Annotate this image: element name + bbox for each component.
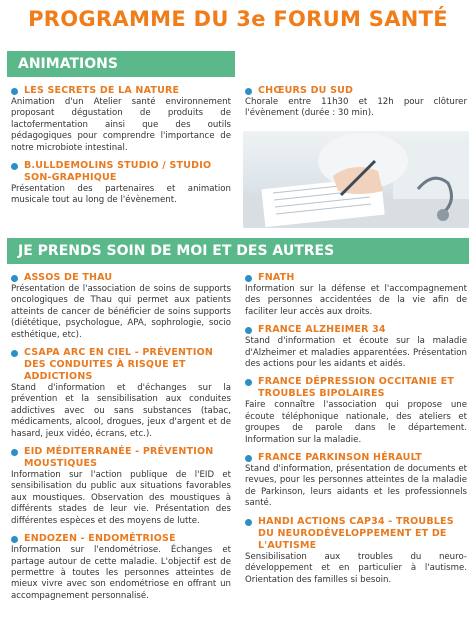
entry: [11, 272, 231, 341]
bullet-icon: [11, 275, 18, 282]
entry-text: Stand d'information et écoute sur la maladie d'Alzheimer et maladies apparentées. Présentation des actions pour les aidants et aidés.: [245, 336, 467, 370]
entry-title: EID MÉDITERRANÉE - PRÉVENTION MOUSTIQUES: [24, 446, 214, 470]
soins-left-column: [11, 272, 231, 608]
entry-text: Animation d'un Atelier santé environnement proposant dégustation de produits de lactofermentation ainsi que des outils pédagogiques pour comprendre l'importance de notre microbiote intestinal.: [11, 97, 231, 153]
page-title: PROGRAMME DU 3e FORUM SANTÉ: [28, 7, 448, 31]
bullet-icon: [245, 88, 252, 95]
entry-text: Stand d'information et d'échanges sur la prévention et la sensibilisation aux conduites addictives avec ou sans substances (tabac, médicaments, alcool, drogues, jeux d'argent et de hasard, jeux vidéo, écrans, etc.).: [11, 383, 231, 439]
entry-title: FRANCE PARKINSON HÉRAULT: [258, 452, 422, 464]
entry-text: Information sur l'endométriose. Échanges et partage autour de cette maladie. L'objectif est de permettre à toutes les personnes atteintes de mieux vivre avec son endométriose en offrant un accompagnement personnalisé.: [11, 545, 231, 601]
entry: [245, 85, 467, 120]
entry-text: Présentation de l'association de soins de supports oncologiques de Thau qui permet aux patients atteints de cancer de bénéficier de soins supports (diététique, psychologue, APA, sophrologie, socio esthétique, etc).: [11, 284, 231, 340]
entry-text: Chorale entre 11h30 et 12h pour clôturer l'évènement (durée : 30 min).: [245, 97, 467, 119]
entry: [245, 376, 467, 446]
bullet-icon: [11, 350, 18, 357]
bullet-icon: [11, 88, 18, 95]
entry: [245, 324, 467, 370]
entry-text: Stand d'information, présentation de documents et revues, pour les personnes atteintes de la maladie de Parkinson, leurs aidants et les professionnels santé.: [245, 464, 467, 509]
entry-text: Sensibilisation aux troubles du neuro-développement et en particulier à l'autisme. Orientation des familles si besoin.: [245, 551, 467, 585]
doctor-illustration: [243, 131, 469, 228]
entry-title: ASSOS DE THAU: [24, 272, 113, 283]
entry-title: HANDI ACTIONS CAP34 - TROUBLES DU NEURODÉVELOPPEMENT ET DE L'AUTISME: [258, 515, 454, 551]
entry-title: FNATH: [258, 272, 295, 283]
bullet-icon: [245, 455, 252, 462]
bullet-icon: [245, 519, 252, 526]
animations-left-column: [11, 85, 231, 213]
entry-title: B.ULLDEMOLINS STUDIO / STUDIO SON-GRAPHIQUE: [24, 160, 212, 184]
bullet-icon: [11, 449, 18, 456]
entry-title: ENDOZEN - ENDOMÉTRIOSE: [24, 533, 176, 545]
entry: [245, 516, 467, 586]
entry-title: FRANCE DÉPRESSION OCCITANIE ET TROUBLES BIPOLAIRES: [258, 376, 455, 400]
entry-text: Faire connaître l'association qui propose une écoute téléphonique nationale, des ateliers et groupes de parole dans le département. Information sur la maladie.: [245, 400, 467, 445]
entry: [11, 347, 231, 440]
entry: [245, 272, 467, 318]
doctor-writing-photo: [243, 131, 469, 228]
entry-text: Information sur la défense et l'accompagnement des personnes accidentées de la vie afin de faciliter leur accès aux droits.: [245, 284, 467, 317]
entry: [11, 85, 231, 154]
entry: [11, 533, 231, 602]
entry-title: LES SECRETS DE LA NATURE: [24, 85, 180, 96]
soins-right-column: [245, 272, 467, 592]
section-header-soins: JE PRENDS SOIN DE MOI ET DES AUTRES: [7, 238, 469, 264]
entry: [11, 160, 231, 207]
entry-text: Information sur l'action publique de l'EID et sensibilisation du public aux situations favorables aux moustiques. Observation des moustiques à différents stades de leur vie. Présentation des différentes espèces et des moyens de lutte.: [11, 470, 231, 526]
entry-title: FRANCE ALZHEIMER 34: [258, 324, 386, 336]
entry-title: CHŒURS DU SUD: [258, 85, 354, 96]
bullet-icon: [11, 163, 18, 170]
bullet-icon: [11, 536, 18, 543]
entry-title: CSAPA ARC EN CIEL - PRÉVENTION DES CONDUITES À RISQUE ET ADDICTIONS: [24, 347, 213, 383]
entry: [11, 446, 231, 527]
entry-text: Présentation des partenaires et animation musicale tout au long de l'évènement.: [11, 184, 231, 206]
section-header-animations: ANIMATIONS: [7, 51, 235, 77]
animations-right-column: [245, 85, 467, 126]
bullet-icon: [245, 379, 252, 386]
entry: [245, 452, 467, 510]
bullet-icon: [245, 275, 252, 282]
bullet-icon: [245, 327, 252, 334]
